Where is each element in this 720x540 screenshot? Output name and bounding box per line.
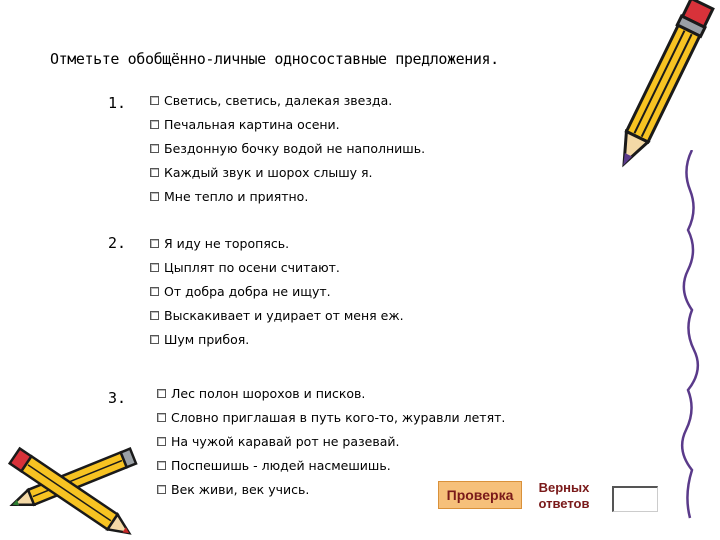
option-label: От добра добра не ищут. [164,283,331,299]
option-label: Шум прибоя. [164,331,250,347]
option-checkbox[interactable] [150,160,425,184]
option-checkbox[interactable] [157,453,505,477]
checkbox-icon[interactable] [150,287,159,296]
checkbox-icon[interactable] [157,437,166,446]
question-1-options [150,88,425,208]
question-2-options [150,231,404,351]
option-checkbox[interactable] [150,88,425,112]
checkbox-icon[interactable] [150,192,159,201]
option-label: Светись, светись, далекая звезда. [164,92,393,108]
correct-answers-label [532,480,596,512]
checkbox-icon[interactable] [150,120,159,129]
option-label: Поспешишь - людей насмешишь. [171,457,391,473]
checkbox-icon[interactable] [150,335,159,344]
score-field [612,486,658,512]
correct-answers-label-line-2: ответов [538,496,590,511]
question-number-2: 2. [108,234,127,252]
option-checkbox[interactable] [150,303,404,327]
crossed-pencils-icon [0,432,150,540]
checkbox-icon[interactable] [150,239,159,248]
option-label: Печальная картина осени. [164,116,340,132]
checkbox-icon[interactable] [150,144,159,153]
checkbox-icon[interactable] [157,413,166,422]
option-checkbox[interactable] [150,231,404,255]
option-label: Выскакивает и удирает от меня еж. [164,307,404,323]
checkbox-icon[interactable] [150,96,159,105]
option-checkbox[interactable] [150,184,425,208]
correct-answers-label-line-1: Верных [538,480,590,495]
option-label: Мне тепло и приятно. [164,188,309,204]
wavy-line-decoration [672,150,712,520]
option-label: Цыплят по осени считают. [164,259,340,275]
checkbox-icon[interactable] [150,311,159,320]
checkbox-icon[interactable] [157,389,166,398]
option-label: Век живи, век учись. [171,481,310,497]
check-button[interactable]: Проверка [438,481,522,509]
option-checkbox[interactable] [150,279,404,303]
option-checkbox[interactable] [157,429,505,453]
page-title: Отметьте обобщённо-личные односоставные предложения. [50,50,499,68]
option-checkbox[interactable] [150,112,425,136]
option-label: Лес полон шорохов и писков. [171,385,366,401]
option-checkbox[interactable] [150,136,425,160]
option-checkbox[interactable] [157,405,505,429]
option-checkbox[interactable] [150,255,404,279]
option-label: Каждый звук и шорох слышу я. [164,164,373,180]
option-label: Словно приглашая в путь кого-то, журавли летят. [171,409,506,425]
option-checkbox[interactable] [157,381,505,405]
checkbox-icon[interactable] [150,263,159,272]
option-checkbox[interactable] [150,327,404,351]
option-label: Я иду не торопясь. [164,235,290,251]
checkbox-icon[interactable] [157,461,166,470]
checkbox-icon[interactable] [150,168,159,177]
option-label: На чужой каравай рот не разевай. [171,433,400,449]
checkbox-icon[interactable] [157,485,166,494]
question-number-3: 3. [108,389,127,407]
option-label: Бездонную бочку водой не наполнишь. [164,140,426,156]
question-number-1: 1. [108,94,127,112]
